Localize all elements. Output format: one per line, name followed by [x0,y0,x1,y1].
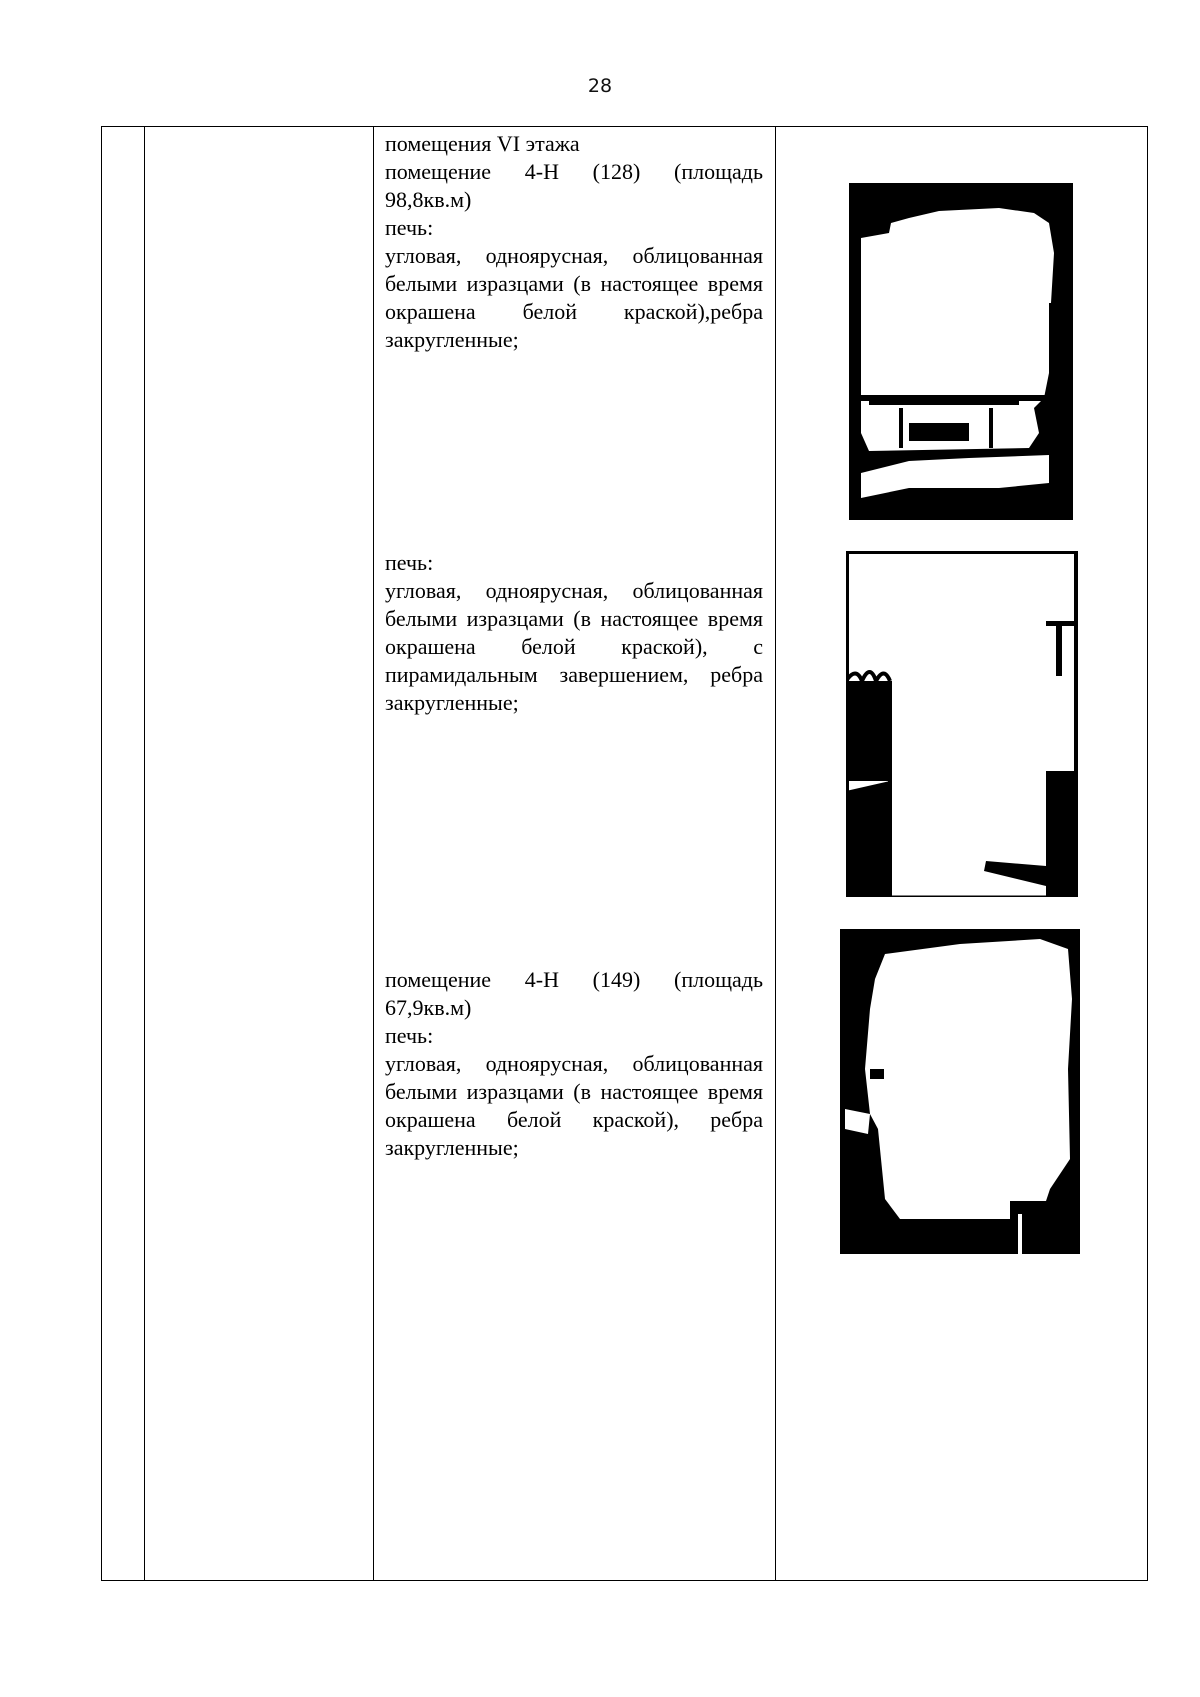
stove-description: угловая, одноярусная, облицованная белыми изразцами (в настоящее время окрашена белой краской), ребра закругленные; [385,1051,763,1160]
stove-label: печь: [385,550,434,575]
stove-label: печь: [385,1023,434,1048]
stove-photo-3 [840,929,1080,1254]
column-divider-1 [144,126,145,1581]
page-number: 28 [587,75,613,97]
room-heading: помещение 4-Н (128) (площадь 98,8кв.м) [385,159,763,212]
entry-2-description [385,549,763,717]
stove-label: печь: [385,215,434,240]
room-heading: помещение 4-Н (149) (площадь 67,9кв.м) [385,967,763,1020]
floor-heading: помещения VI этажа [385,131,580,156]
stove-photo-1 [849,183,1073,520]
stove-photo-2 [846,551,1078,897]
entry-1-description [385,130,763,354]
column-divider-3 [775,126,776,1581]
stove-description: угловая, одноярусная, облицованная белыми изразцами (в настоящее время окрашена белой краской),ребра закругленные; [385,243,763,352]
column-divider-2 [373,126,374,1581]
entry-3-description [385,966,763,1162]
stove-description: угловая, одноярусная, облицованная белыми изразцами (в настоящее время окрашена белой краской), с пирамидальным завершением, ребра закругленные; [385,578,763,715]
